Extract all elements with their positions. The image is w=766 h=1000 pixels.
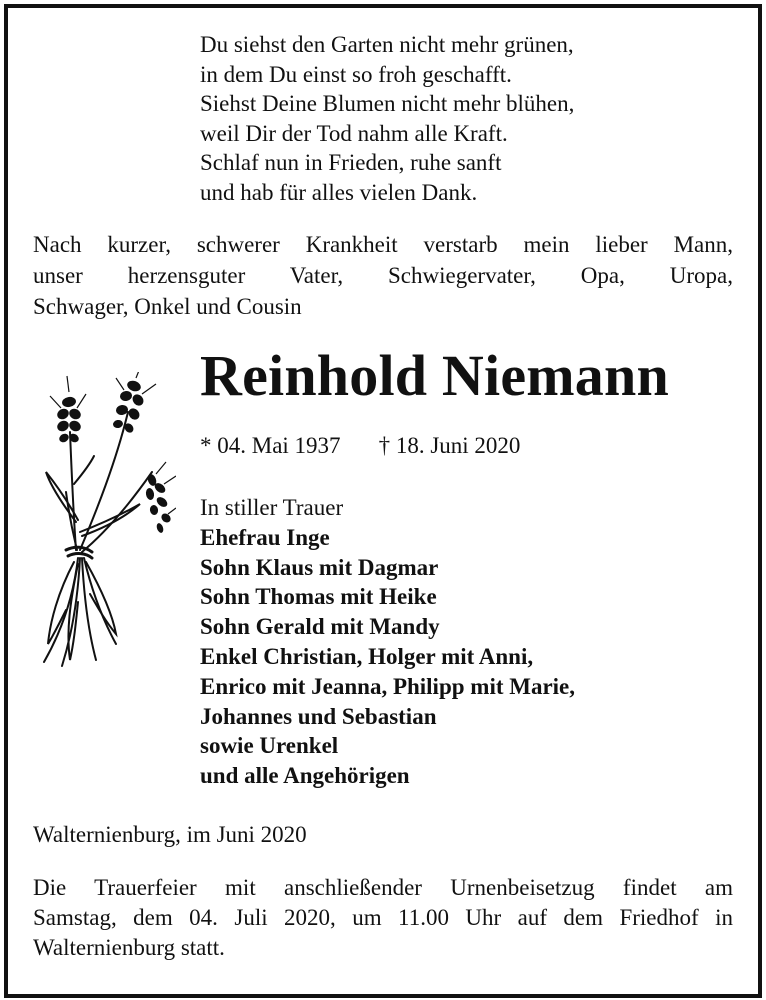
mourner: sowie Urenkel [200,733,339,759]
mourner: Sohn Klaus mit Dagmar [200,554,439,580]
service-line: Die Trauerfeier mit anschließender Urnenbeisetzug findet am [33,875,733,900]
poem-line: weil Dir der Tod nahm alle Kraft. [200,120,508,146]
deceased-name: Reinhold Niemann [200,343,669,408]
life-dates [200,431,520,461]
service-line: Samstag, dem 04. Juli 2020, um 11.00 Uhr auf dem Friedhof in [33,905,733,930]
funeral-service-info [33,873,733,963]
wheat-sheaf-icon [36,372,176,672]
poem-line: Schlaf nun in Frieden, ruhe sanft [200,150,502,175]
mourner: Sohn Gerald mit Mandy [200,614,440,640]
mourner: und alle Angehörigen [200,763,410,789]
mourner: Johannes und Sebastian [200,703,437,729]
mourner: Ehefrau Inge [200,524,330,550]
service-line: Walternienburg statt. [33,935,225,960]
announcement-line: Nach kurzer, schwerer Krankheit verstarb mein lieber Mann, [33,232,733,257]
poem-line: Du siehst den Garten nicht mehr grünen, [200,32,574,57]
death-date: † 18. Juni 2020 [378,433,521,458]
poem-line: Siehst Deine Blumen nicht mehr blühen, [200,91,575,116]
mourning-intro: In stiller Trauer [200,495,344,520]
death-announcement [33,229,733,322]
announcement-line: Schwager, Onkel und Cousin [33,294,302,319]
birth-date: * 04. Mai 1937 [200,433,341,458]
mourners-list [200,493,575,791]
poem-line: in dem Du einst so froh geschafft. [200,61,512,87]
mourner: Sohn Thomas mit Heike [200,584,437,610]
mourner: Enrico mit Jeanna, Philipp mit Marie, [200,673,576,699]
poem [200,30,574,207]
place-date: Walternienburg, im Juni 2020 [33,822,307,847]
announcement-line: unser herzensguter Vater, Schwiegervater, Opa, Uropa, [33,263,733,288]
poem-line: und hab für alles vielen Dank. [200,179,478,205]
mourner: Enkel Christian, Holger mit Anni, [200,643,534,669]
